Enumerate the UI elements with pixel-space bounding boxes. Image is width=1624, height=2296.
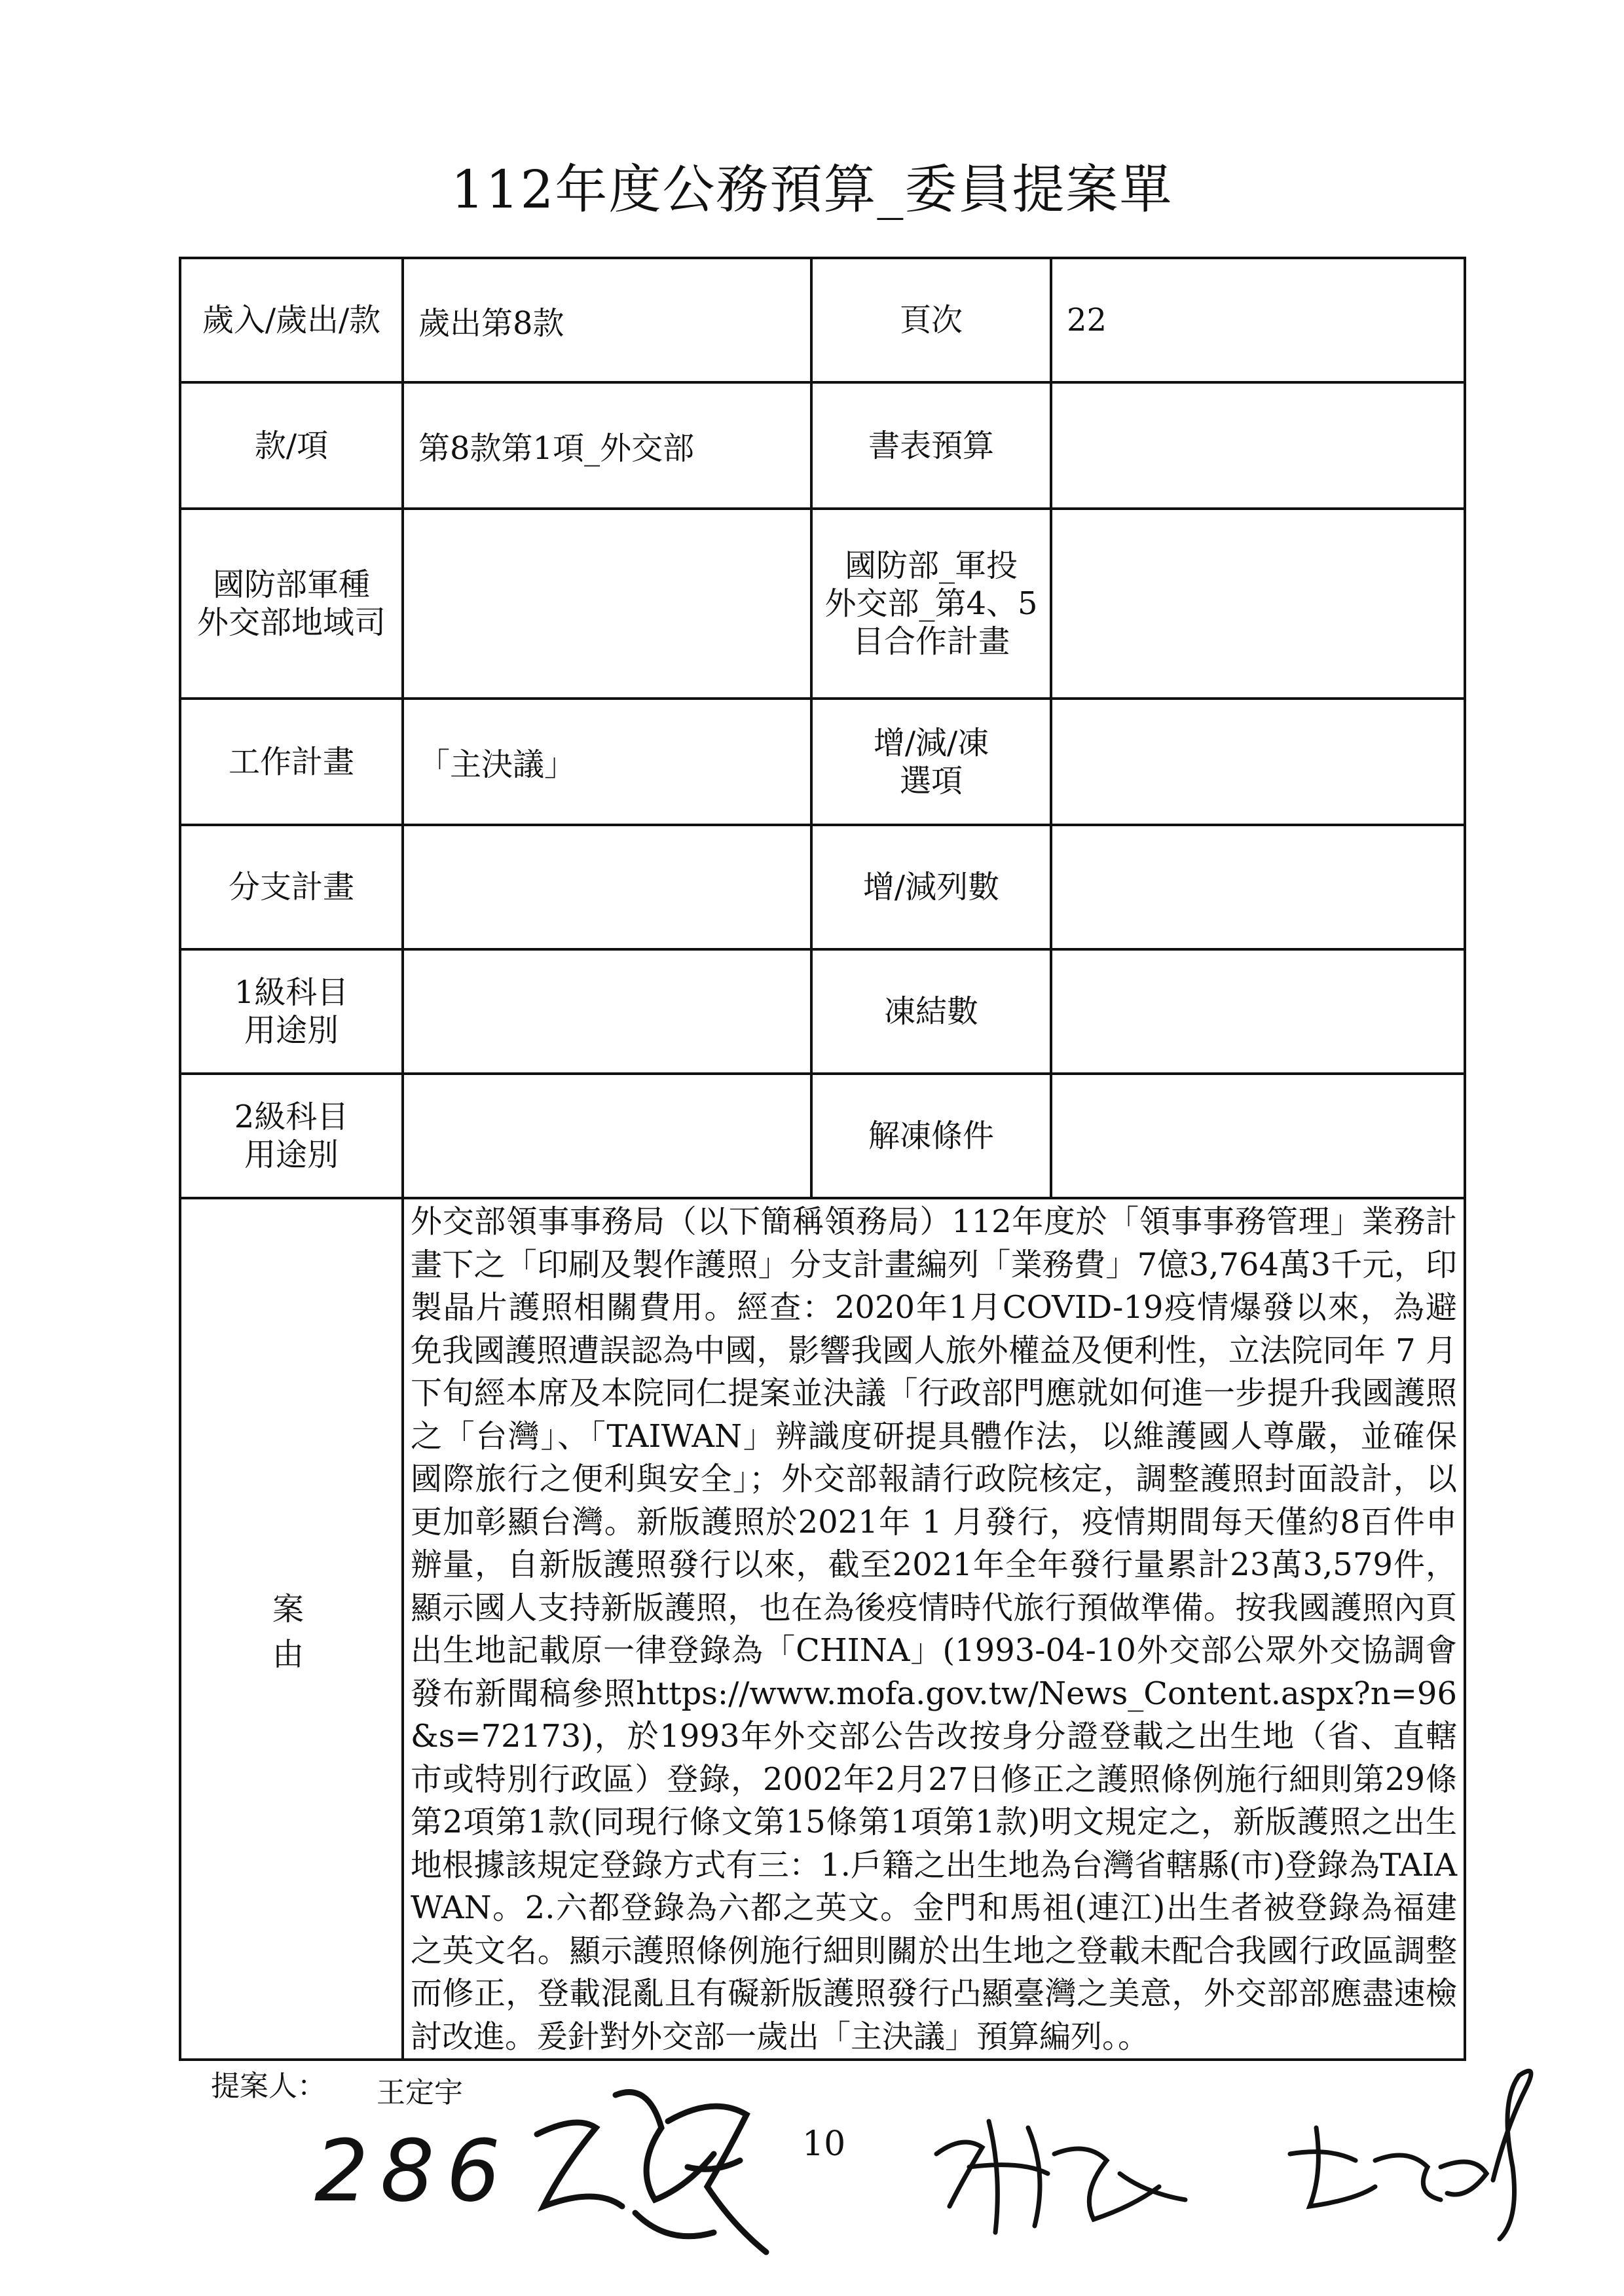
proposer-name: 王定宇 [377, 2076, 463, 2109]
label-coop-line1: 國防部_軍投 [844, 547, 1018, 584]
label-adjust-line1: 增/減/凍 [873, 724, 989, 761]
label-level1-line2: 用途別 [244, 1012, 339, 1049]
value-military-region [403, 509, 811, 699]
value-unfreeze-condition [1051, 1074, 1465, 1198]
label-reason: 案由 [180, 1198, 403, 2060]
label-level2-subject [180, 1074, 403, 1198]
label-adjust-amount: 增/減列數 [811, 825, 1051, 949]
signature-3 [1277, 2049, 1552, 2246]
label-budget-table: 書表預算 [811, 382, 1051, 509]
row-level1-subject [180, 949, 1465, 1074]
label-work-plan: 工作計畫 [180, 699, 403, 825]
label-military-line1: 國防部軍種 [212, 566, 370, 603]
label-level2-line1: 2級科目 [234, 1099, 349, 1135]
page-title: 112年度公務預算_委員提案單 [451, 159, 1173, 220]
label-section: 款/項 [180, 382, 403, 509]
label-cooperation-plan [811, 509, 1051, 699]
row-reason [180, 1198, 1465, 2060]
value-frozen-amount [1051, 949, 1465, 1074]
label-unfreeze-condition: 解凍條件 [811, 1074, 1051, 1198]
label-military-region [180, 509, 403, 699]
value-adjust-option [1051, 699, 1465, 825]
handwritten-number: 286 [314, 2121, 513, 2221]
value-section: 第8款第1項_外交部 [403, 382, 811, 509]
value-level1-subject [403, 949, 811, 1074]
value-work-plan: 「主決議」 [403, 699, 811, 825]
proposer-label: 提案人： [211, 2069, 326, 2103]
row-military-region [180, 509, 1465, 699]
label-frozen-amount: 凍結數 [811, 949, 1051, 1074]
label-military-line2: 外交部地域司 [196, 604, 386, 641]
signature-1 [517, 2056, 792, 2278]
row-branch-plan [180, 825, 1465, 949]
value-page: 22 [1051, 258, 1465, 382]
value-adjust-amount [1051, 825, 1465, 949]
label-branch-plan: 分支計畫 [180, 825, 403, 949]
row-work-plan [180, 699, 1465, 825]
label-level1-subject [180, 949, 403, 1074]
signature-2 [923, 2095, 1198, 2252]
row-category [180, 258, 1465, 382]
label-coop-line2: 外交部_第4、5 [824, 585, 1038, 622]
value-level2-subject [403, 1074, 811, 1198]
label-page: 頁次 [811, 258, 1051, 382]
label-category: 歲入/歲出/款 [180, 258, 403, 382]
row-section [180, 382, 1465, 509]
label-adjust-option [811, 699, 1051, 825]
label-level2-line2: 用途別 [244, 1137, 339, 1173]
value-budget-table [1051, 382, 1465, 509]
label-adjust-line2: 選項 [899, 762, 963, 799]
proposal-form-table [179, 257, 1466, 2061]
label-coop-line3: 目合作計畫 [852, 623, 1010, 660]
value-branch-plan [403, 825, 811, 949]
value-category: 歲出第8款 [403, 258, 811, 382]
value-cooperation-plan [1051, 509, 1465, 699]
label-level1-line1: 1級科目 [234, 974, 349, 1011]
page-number: 10 [802, 2124, 846, 2164]
reason-text: 外交部領事事務局（以下簡稱領務局）112年度於「領事事務管理」業務計畫下之「印刷及製作護照」分支計畫編列「業務費」7億3,764萬3千元，印製晶片護照相關費用。經查：2020年1月COVID-19疫情爆發以來，為避免我國護照遭誤認為中國，影響我國人旅外權益及便利性，立法院同年 7 月下旬經本席及本院同仁提案並決議「行政部門應就如何進一步提升我國護照之「台灣」、「TAIWAN」辨識度研提具體作法，以維護國人尊嚴，並確保國際旅行之便利與安全」；外交部報請行政院核定，調整護照封面設計，以更加彰顯台灣。新版護照於2021年 1 月發行，疫情期間每天僅約8百件申辦量，自新版護照發行以來，截至2021年全年發行量累計23萬3,579件，顯示國人支持新版護照，也在為後疫情時代旅行預做準備。按我國護照內頁出生地記載原一律登錄為「CHINA」(1993-04-10外交部公眾外交協調會發布新聞稿參照https://www.mofa.gov.tw/News_Content.aspx?n=96&s=72173)，於1993年外交部公告改按身分證登載之出生地（省、直轄市或特別行政區）登錄，2002年2月27日修正之護照條例施行細則第29條第2項第1款(同現行條文第15條第1項第1款)明文規定之，新版護照之出生地根據該規定登錄方式有三：1.戶籍之出生地為台灣省轄縣(市)登錄為TAIAWAN。2.六都登錄為六都之英文。金門和馬祖(連江)出生者被登錄為福建之英文名。顯示護照條例施行細則關於出生地之登載未配合我國行政區調整而修正，登載混亂且有礙新版護照發行凸顯臺灣之美意，外交部部應盡速檢討改進。爰針對外交部一歲出「主決議」預算編列。。 [403, 1198, 1465, 2060]
row-level2-subject [180, 1074, 1465, 1198]
